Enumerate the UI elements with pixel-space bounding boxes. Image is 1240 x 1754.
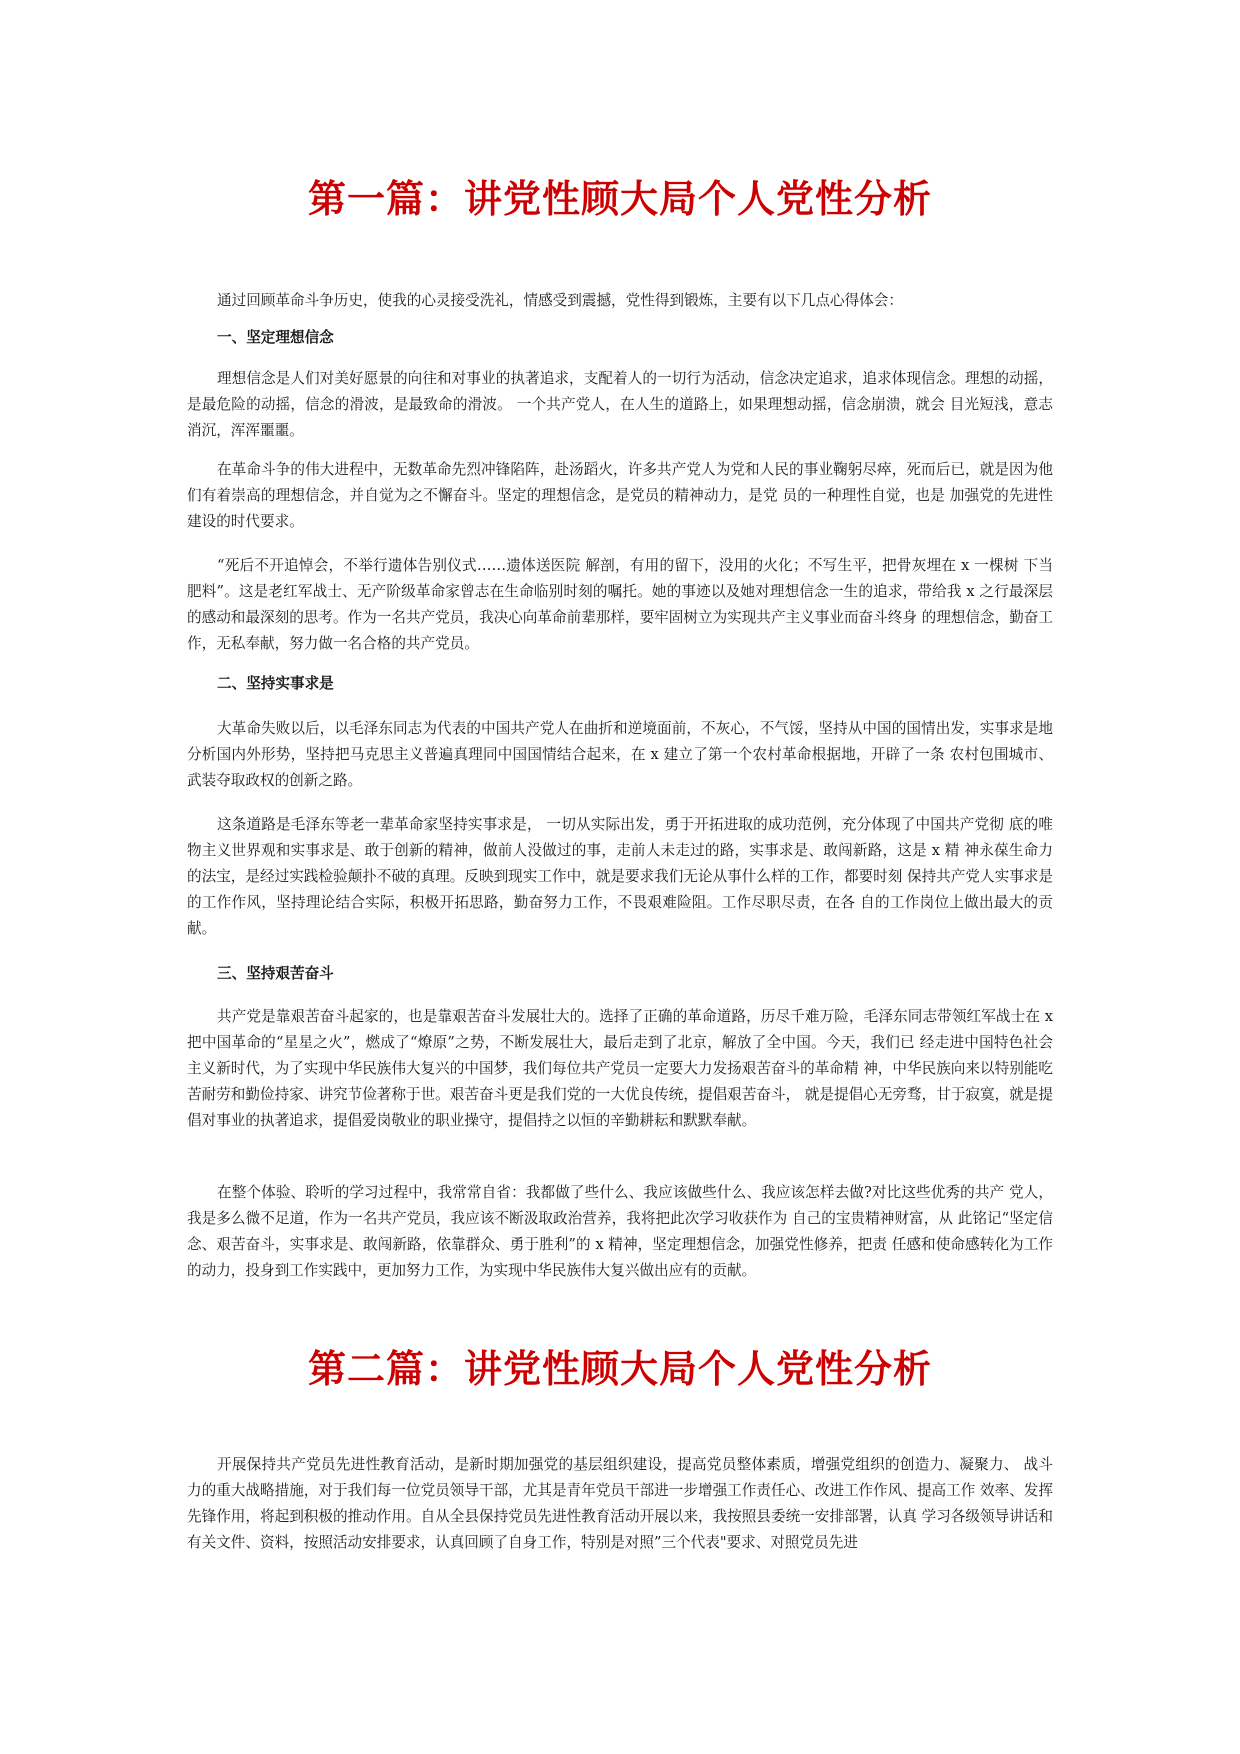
paragraph-ideals-3: “死后不开追悼会，不举行遗体告别仪式……遗体送医院 解剖，有用的留下，没用的火化；不写生平，把骨灰埋在 x 一棵树 下当肥料”。这是老红军战士、无产阶级革命家曾志在生命临别时刻的嘱托。她的事迹以及她对理想信念一生的追求，带给我 x 之行最深层的感动和最深刻的思考。作为一名共产党员，我决心向革命前辈那样，要牢固树立为实现共产主义事业而奋斗终身 的理想信念，勤奋工作，无私奉献，努力做一名合格的共产党员。 <box>187 557 1053 652</box>
paragraph-hard-work-1: 共产党是靠艰苦奋斗起家的，也是靠艰苦奋斗发展壮大的。选择了正确的革命道路，历尽千难万险，毛泽东同志带领红军战士在 x 把中国革命的“星星之火”，燃成了“燎原”之势，不断发展壮大，最后走到了北京，解放了全中国。今天，我们已 经走进中国特色社会主义新时代，为了实现中华民族伟大复兴的中国梦，我们每位共产党员一定要大力发扬艰苦奋斗的革命精 神，中华民族向来以特别能吃苦耐劳和勤俭持家、讲究节俭著称于世。艰苦奋斗更是我们党的一大优良传统，提倡艰苦奋斗， 就是提倡心无旁骛，甘于寂寞，就是提倡对事业的执著追求，提倡爱岗敬业的职业操守，提倡持之以恒的辛勤耕耘和默默奉献。 <box>187 1008 1053 1129</box>
section2-paragraph-1: 开展保持共产党员先进性教育活动，是新时期加强党的基层组织建设，提高党员整体素质，增强党组织的创造力、凝聚力、 战斗力的重大战略措施，对于我们每一位党员领导干部，尤其是青年党员干部进一步增强工作责任心、改进工作作风、提高工作 效率、发挥先锋作用，将起到积极的推动作用。自从全县保持党员先进性教育活动开展以来，我按照县委统一安排部署，认真 学习各级领导讲话和有关文件、资料，按照活动安排要求，认真回顾了自身工作，特别是对照”三个代表"要求、对照党员先进 <box>187 1456 1053 1551</box>
heading-seek-truth: 二、坚持实事求是 <box>217 675 334 692</box>
section1-intro: 通过回顾革命斗争历史，使我的心灵接受洗礼，情感受到震撼，党性得到锻炼，主要有以下几点心得体会： <box>217 292 903 309</box>
paragraph-ideals-1: 理想信念是人们对美好愿景的向往和对事业的执著追求，支配着人的一切行为活动，信念决定追求，追求体现信念。理想的动摇，是最危险的动摇，信念的滑波，是最致命的滑波。 一个共产党人，在人生的道路上，如果理想动摇，信念崩溃，就会 目光短浅，意志消沉，浑浑噩噩。 <box>187 370 1053 439</box>
paragraph-ideals-2: 在革命斗争的伟大进程中，无数革命先烈冲锋陷阵，赴汤蹈火，许多共产党人为党和人民的事业鞠躬尽瘁，死而后已，就是因为他们有着崇高的理想信念，并自觉为之不懈奋斗。坚定的理想信念，是党员的精神动力，是党 员的一种理性自觉，也是 加强党的先进性建设的时代要求。 <box>187 461 1053 530</box>
section1-title: 第一篇：讲党性顾大局个人党性分析 <box>307 176 932 221</box>
paragraph-hard-work-2: 在整个体验、聆听的学习过程中，我常常自省：我都做了些什么、我应该做些什么、我应该怎样去做?对比这些优秀的共产 党人，我是多么微不足道，作为一名共产党员，我应该不断汲取政治营养，我将把此次学习收获作为 自己的宝贵精神财富，从 此铭记“坚定信念、艰苦奋斗，实事求是、敢闯新路，依靠群众、勇于胜利”的 x 精神，坚定理想信念，加强党性修养，把责 任感和使命感转化为工作的动力，投身到工作实践中，更加努力工作，为实现中华民族伟大复兴做出应有的贡献。 <box>187 1184 1053 1279</box>
heading-hard-work: 三、坚持艰苦奋斗 <box>217 965 334 982</box>
heading-ideals: 一、坚定理想信念 <box>217 329 334 346</box>
paragraph-seek-truth-1: 大革命失败以后，以毛泽东同志为代表的中国共产党人在曲折和逆境面前，不灰心，不气馁，坚持从中国的国情出发，实事求是地分析国内外形势，坚持把马克思主义普遍真理同中国国情结合起来，在 x 建立了第一个农村革命根据地，开辟了一条 农村包围城市、武装夺取政权的创新之路。 <box>187 720 1053 789</box>
paragraph-seek-truth-2: 这条道路是毛泽东等老一辈革命家坚持实事求是， 一切从实际出发，勇于开拓进取的成功范例，充分体现了中国共产党彻 底的唯物主义世界观和实事求是、敢于创新的精神，做前人没做过的事，走前人未走过的路，实事求是、敢闯新路，这是 x 精 神永葆生命力的法宝，是经过实践检验颠扑不破的真理。反映到现实工作中，就是要求我们无论从事什么样的工作，都要时刻 保持共产党人实事求是的工作作风，坚持理论结合实际，积极开拓思路，勤奋努力工作，不畏艰难险阻。工作尽职尽责，在各 自的工作岗位上做出最大的贡献。 <box>187 816 1053 937</box>
section2-title: 第二篇：讲党性顾大局个人党性分析 <box>307 1346 932 1391</box>
